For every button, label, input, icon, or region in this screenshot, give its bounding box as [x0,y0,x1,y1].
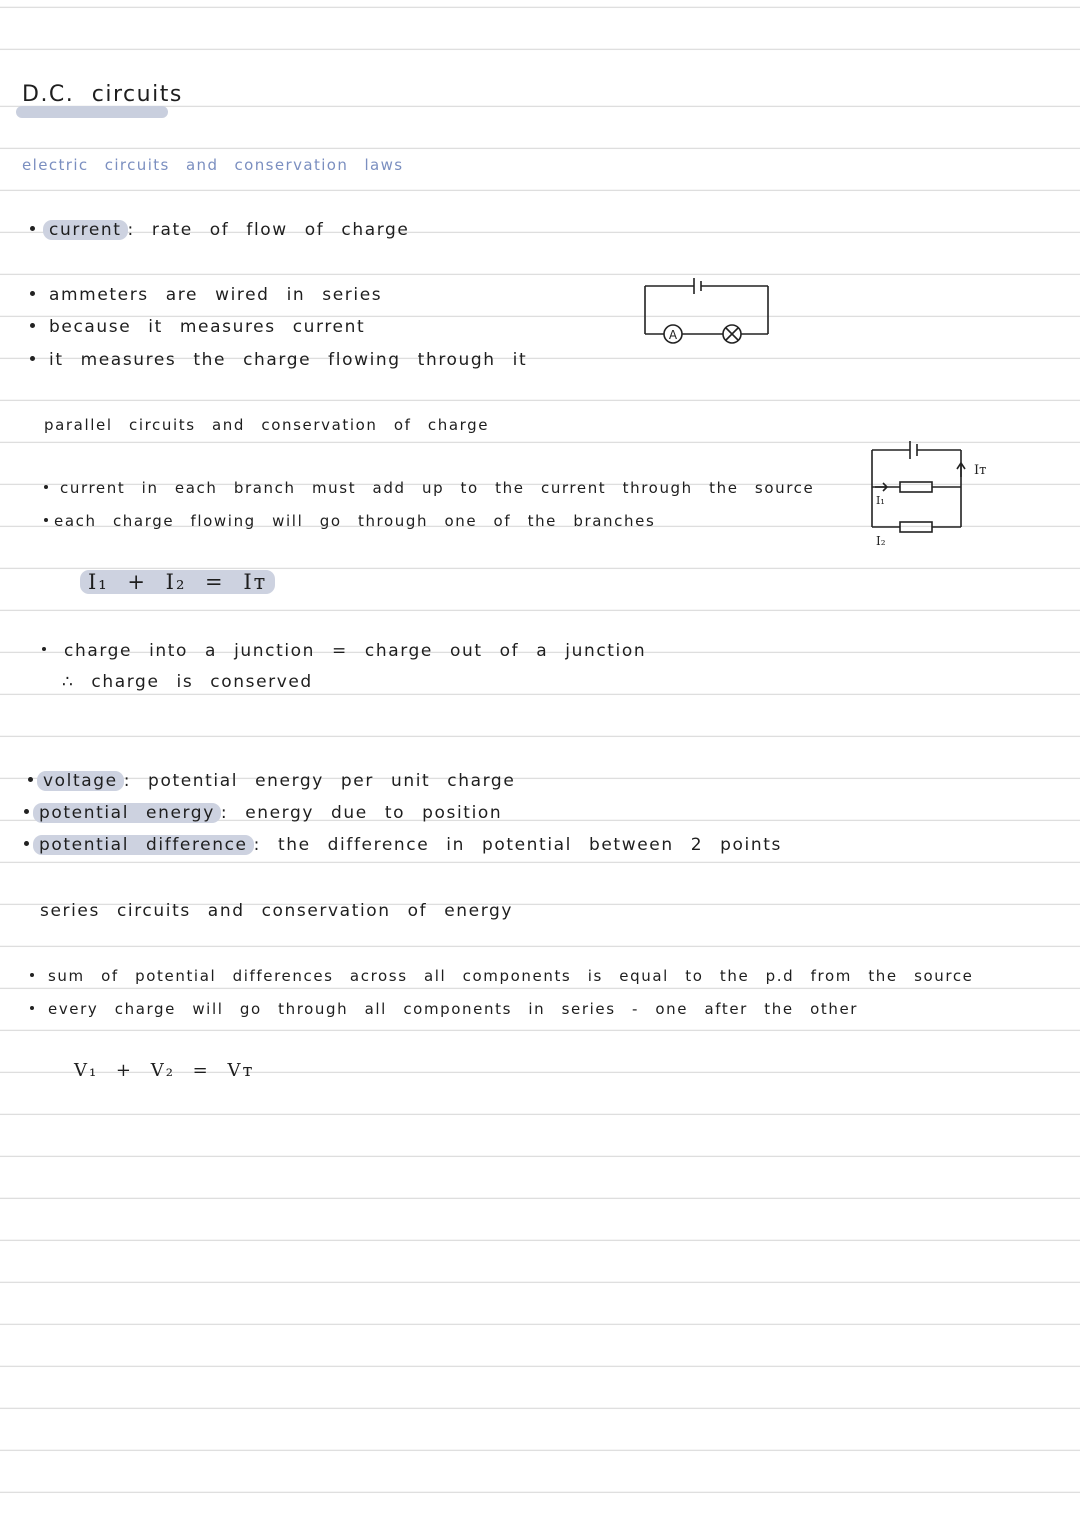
section-heading-parallel: parallel circuits and conservation of charge [44,416,490,434]
series-line-1 [30,967,974,985]
bullet-icon [30,226,35,231]
voltage-definition [28,771,515,791]
ammeter-line-3-text: it measures the charge flowing through it [49,350,528,370]
series-line-2-text: every charge will go through all components in series - one after the other [48,1000,859,1018]
section-heading-series: series circuits and conservation of energy [40,901,514,921]
potential-energy-definition [24,803,502,823]
bullet-icon [30,973,34,977]
branch2-current-label: I₂ [876,534,886,548]
ammeter-line-2-text: because it measures current [49,317,366,337]
parallel-line-2 [44,512,655,530]
bullet-icon [24,809,29,814]
current-equation-text: I₁ + I₂ = Iᴛ [80,570,275,594]
potential-difference-definition-text: : the difference in potential between 2 points [253,835,782,855]
parallel-circuit-diagram [860,432,1005,552]
branch1-current-label: I₁ [876,494,885,507]
resistor-2-icon [900,522,932,532]
series-line-2 [30,1000,858,1018]
ammeter-label: A [668,328,678,342]
bullet-icon [30,291,35,296]
term-current: current [43,220,128,240]
title-highlight [16,106,168,118]
junction-line-text: charge into a junction = charge out of a junction [64,641,647,661]
ammeter-line-1 [30,285,382,305]
bullet-icon [28,777,33,782]
series-line-1-text: sum of potential differences across all components is equal to the p.d from the source [48,967,974,985]
bullet-icon [24,841,29,846]
bullet-icon [30,356,35,361]
total-current-label: Iᴛ [974,463,987,478]
parallel-line-2-text: each charge flowing will go through one of the branches [54,512,656,530]
bullet-icon [30,1006,34,1010]
parallel-line-1 [44,479,814,497]
bullet-icon [30,323,35,328]
current-equation [86,570,275,594]
current-definition [30,220,409,240]
bullet-icon [42,647,46,651]
term-potential-difference: potential difference [33,835,254,855]
ammeter-line-1-text: ammeters are wired in series [49,285,383,305]
junction-line [42,641,646,661]
section-heading-electric-circuits: electric circuits and conservation laws [22,156,404,174]
charge-conserved-line: ∴ charge is conserved [62,672,313,692]
bullet-icon [44,485,48,489]
parallel-line-1-text: current in each branch must add up to the current through the source [60,479,815,497]
potential-energy-definition-text: : energy due to position [220,803,503,823]
term-voltage: voltage [37,771,124,791]
ammeter-line-2 [30,317,365,337]
potential-difference-definition [24,835,782,855]
voltage-definition-text: : potential energy per unit charge [123,771,516,791]
resistor-1-icon [900,482,932,492]
series-circuit-diagram [635,272,780,347]
page-title: D.C. circuits [22,82,183,107]
ammeter-line-3 [30,350,527,370]
voltage-equation: V₁ + V₂ = Vᴛ [74,1060,255,1081]
bullet-icon [44,518,48,522]
term-potential-energy: potential energy [33,803,221,823]
current-definition-text: : rate of flow of charge [127,220,410,240]
